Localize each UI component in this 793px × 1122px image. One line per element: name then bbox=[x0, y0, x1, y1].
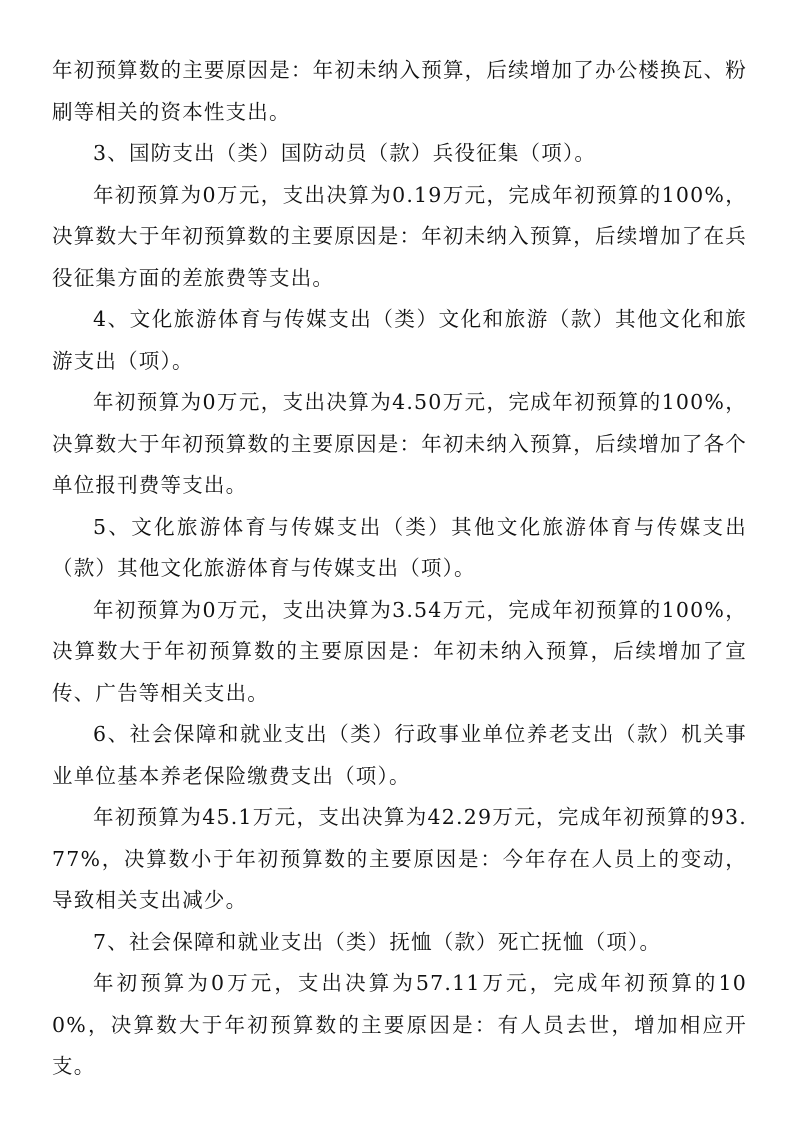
paragraph-continuation: 年初预算数的主要原因是：年初未纳入预算，后续增加了办公楼换瓦、粉刷等相关的资本性支出。 bbox=[52, 58, 747, 124]
heading-culture-media-other: 5、文化旅游体育与传媒支出（类）其他文化旅游体育与传媒支出（款）其他文化旅游体育与传媒支出（项）。 bbox=[52, 514, 747, 580]
heading-death-pension: 7、社会保障和就业支出（类）抚恤（款）死亡抚恤（项）。 bbox=[93, 929, 662, 954]
paragraph-death-pension: 年初预算为0万元，支出决算为57.11万元，完成年初预算的100%，决算数大于年初预算数的主要原因是：有人员去世，增加相应开支。 bbox=[52, 971, 747, 1078]
paragraph-culture-media-other: 年初预算为0万元，支出决算为3.54万元，完成年初预算的100%，决算数大于年初预算数的主要原因是：年初未纳入预算，后续增加了宣传、广告等相关支出。 bbox=[52, 597, 747, 705]
paragraph-culture-tourism-other: 年初预算为0万元，支出决算为4.50万元，完成年初预算的100%，决算数大于年初预算数的主要原因是：年初未纳入预算，后续增加了各个单位报刊费等支出。 bbox=[52, 390, 747, 497]
heading-defense-conscription: 3、国防支出（类）国防动员（款）兵役征集（项）。 bbox=[93, 141, 597, 165]
paragraph-pension-insurance: 年初预算为45.1万元，支出决算为42.29万元，完成年初预算的93.77%，决算数小于年初预算数的主要原因是：今年存在人员上的变动，导致相关支出减少。 bbox=[52, 805, 747, 912]
heading-pension-insurance: 6、社会保障和就业支出（类）行政事业单位养老支出（款）机关事业单位基本养老保险缴费支出（项）。 bbox=[52, 722, 747, 788]
paragraph-defense-conscription: 年初预算为0万元，支出决算为0.19万元，完成年初预算的100%，决算数大于年初预算数的主要原因是：年初未纳入预算，后续增加了在兵役征集方面的差旅费等支出。 bbox=[52, 182, 747, 290]
heading-culture-tourism-other: 4、文化旅游体育与传媒支出（类）文化和旅游（款）其他文化和旅游支出（项）。 bbox=[52, 307, 747, 373]
